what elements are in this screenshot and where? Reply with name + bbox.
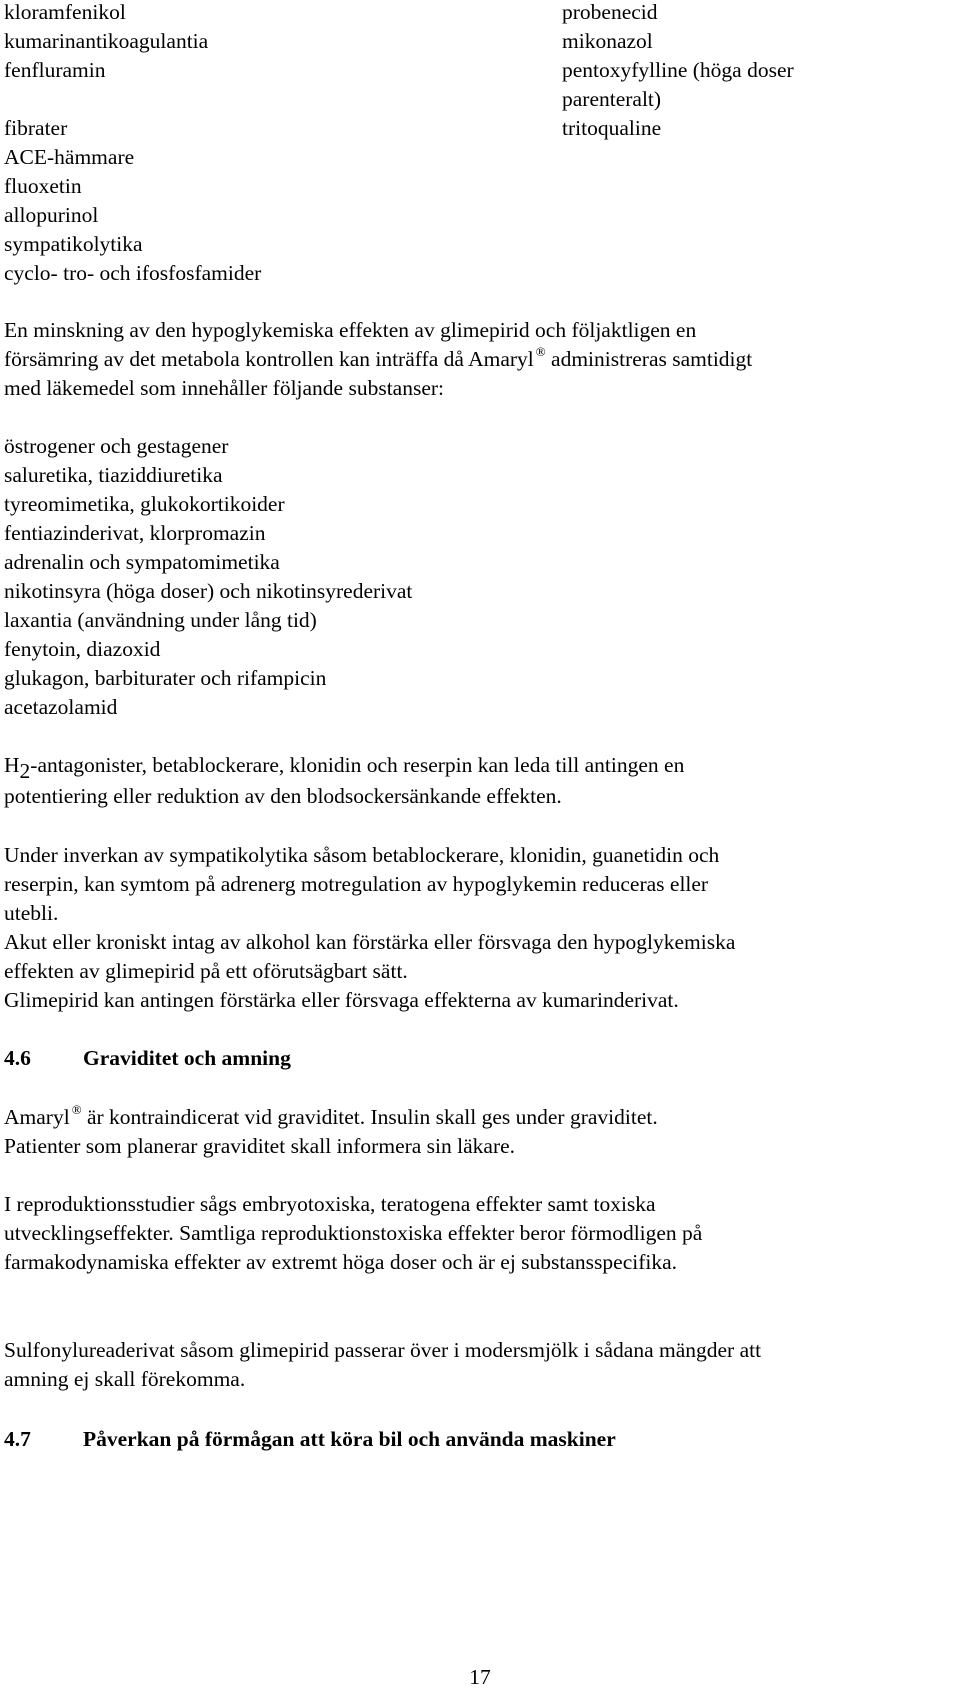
para-amning-line: amning ej skall förekomma.	[4, 1367, 246, 1391]
drug-right-item: tritoqualine	[562, 116, 662, 140]
decrease-list-item: fenytoin, diazoxid	[4, 637, 161, 661]
para-repro-line: farmakodynamiska effekter av extremt höga doser och är ej substansspecifika.	[4, 1250, 678, 1274]
drug-left-item: fluoxetin	[4, 174, 82, 198]
para-grav-line: Patienter som planerar graviditet skall informera sin läkare.	[4, 1134, 516, 1158]
section-number: 4.7	[4, 1427, 31, 1451]
page-number: 17	[469, 1665, 491, 1689]
para-grav-line	[4, 1102, 658, 1129]
decrease-list-item: laxantia (användning under lång tid)	[4, 608, 317, 632]
drug-left-item: kloramfenikol	[4, 0, 126, 24]
para-repro-line: I reproduktionsstudier sågs embryotoxiska, teratogena effekter samt toxiska	[4, 1192, 656, 1216]
drug-right-item: parenteralt)	[562, 87, 662, 111]
drug-right-item: probenecid	[562, 0, 658, 24]
para-alkohol-line: effekten av glimepirid på ett oförutsägbart sätt.	[4, 959, 408, 983]
para-repro-line: utvecklingseffekter. Samtliga reproduktionstoxiska effekter beror förmodligen på	[4, 1221, 703, 1245]
drug-right-item: mikonazol	[562, 29, 653, 53]
text-span: administreras samtidigt	[545, 347, 753, 371]
para-decrease-line: En minskning av den hypoglykemiska effekten av glimepirid och följaktligen en	[4, 318, 697, 342]
registered-mark: ®	[535, 344, 546, 359]
section-title: Påverkan på förmågan att köra bil och använda maskiner	[83, 1427, 616, 1451]
subscript: 2	[19, 759, 31, 783]
para-alkohol-line: Akut eller kroniskt intag av alkohol kan förstärka eller försvaga den hypoglykemiska	[4, 930, 736, 954]
section-title: Graviditet och amning	[83, 1046, 291, 1070]
registered-mark: ®	[71, 1102, 82, 1117]
decrease-list-item: acetazolamid	[4, 695, 118, 719]
text-span: H	[4, 753, 20, 777]
drug-left-item: ACE-hämmare	[4, 145, 135, 169]
para-h2-line: potentiering eller reduktion av den blodsockersänkande effekten.	[4, 784, 562, 808]
decrease-list-item: saluretika, tiaziddiuretika	[4, 463, 223, 487]
para-symp-line: reserpin, kan symtom på adrenerg motregulation av hypoglykemin reduceras eller	[4, 872, 709, 896]
text-span: -antagonister, betablockerare, klonidin och reserpin kan leda till antingen en	[30, 753, 685, 777]
decrease-list-item: fentiazinderivat, klorpromazin	[4, 521, 266, 545]
para-amning-line: Sulfonylureaderivat såsom glimepirid passerar över i modersmjölk i sådana mängder att	[4, 1338, 762, 1362]
para-decrease-line	[4, 344, 753, 371]
drug-left-item: cyclo- tro- och ifosfosfamider	[4, 261, 262, 285]
drug-left-item: allopurinol	[4, 203, 99, 227]
decrease-list-item: nikotinsyra (höga doser) och nikotinsyrederivat	[4, 579, 413, 603]
para-decrease-line: med läkemedel som innehåller följande substanser:	[4, 376, 445, 400]
para-kumarin: Glimepirid kan antingen förstärka eller försvaga effekterna av kumarinderivat.	[4, 988, 679, 1012]
text-span: Amaryl	[4, 1105, 70, 1129]
para-symp-line: Under inverkan av sympatikolytika såsom betablockerare, klonidin, guanetidin och	[4, 843, 720, 867]
drug-left-item: fenfluramin	[4, 58, 106, 82]
text-span: försämring av det metabola kontrollen kan inträffa då Amaryl	[4, 347, 534, 371]
text-span: är kontraindicerat vid graviditet. Insulin skall ges under graviditet.	[81, 1105, 658, 1129]
decrease-list-item: östrogener och gestagener	[4, 434, 229, 458]
decrease-list-item: tyreomimetika, glukokortikoider	[4, 492, 285, 516]
drug-left-item: kumarinantikoagulantia	[4, 29, 209, 53]
drug-left-item: sympatikolytika	[4, 232, 143, 256]
drug-left-item: fibrater	[4, 116, 68, 140]
decrease-list-item: glukagon, barbiturater och rifampicin	[4, 666, 327, 690]
decrease-list-item: adrenalin och sympatomimetika	[4, 550, 280, 574]
para-h2-line	[4, 753, 685, 783]
section-number: 4.6	[4, 1046, 31, 1070]
drug-right-item: pentoxyfylline (höga doser	[562, 58, 794, 82]
para-symp-line: utebli.	[4, 901, 59, 925]
